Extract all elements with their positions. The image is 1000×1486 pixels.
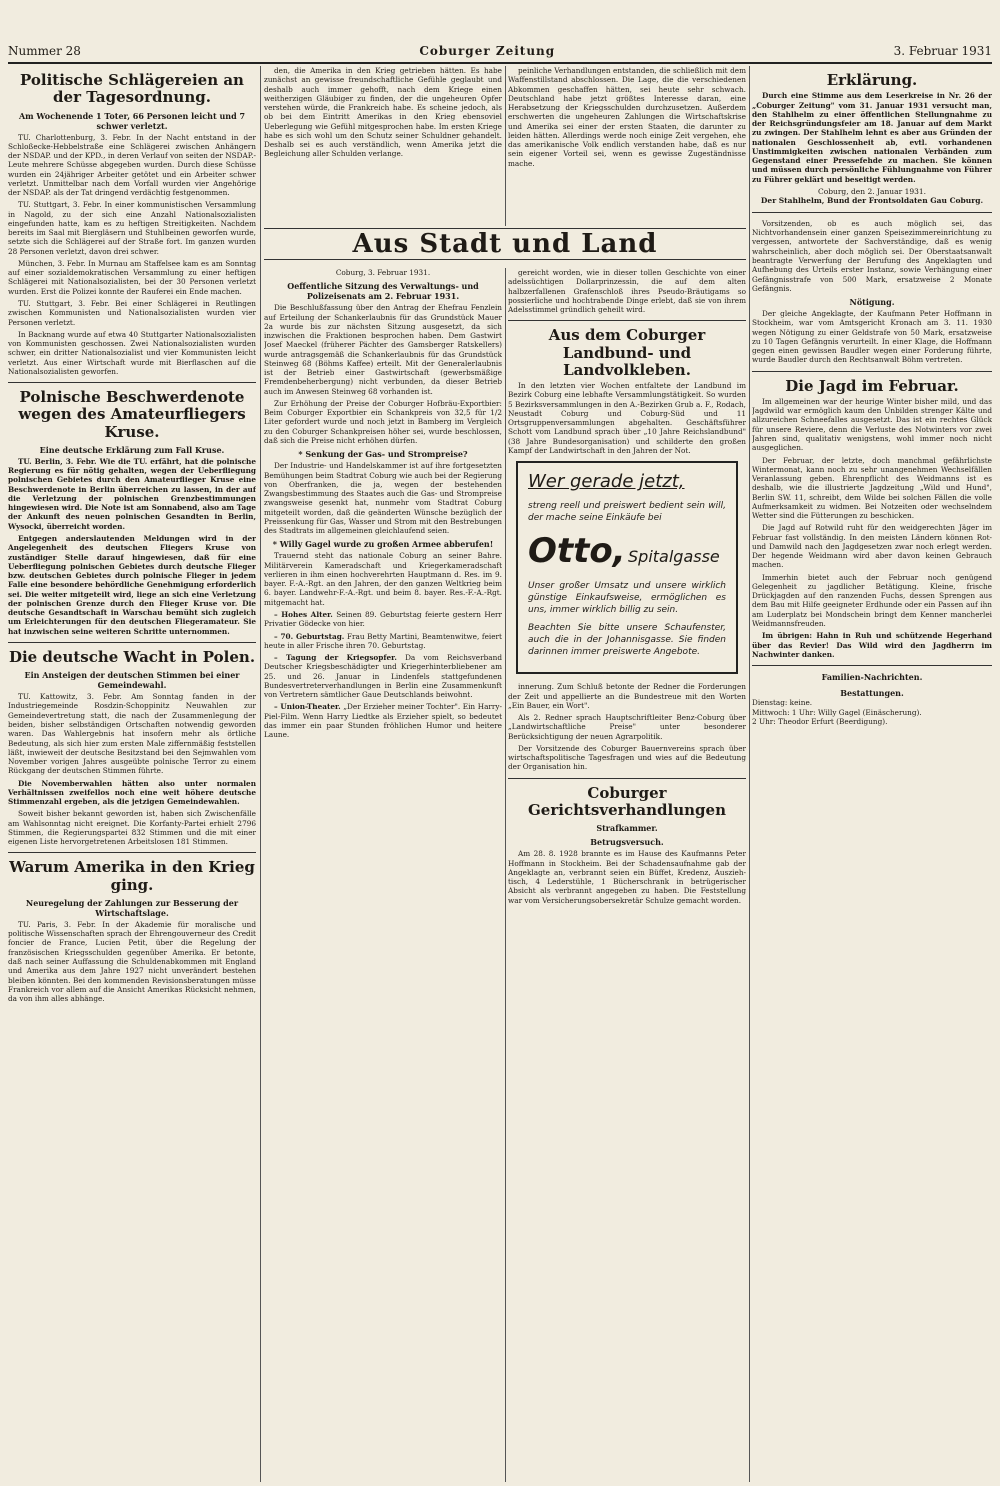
article-headline: Erklärung. [826,71,918,89]
ad-headline: Wer gerade jetzt, [528,471,685,493]
article-paragraph [264,702,502,739]
article-paragraph: Als 2. Redner sprach Hauptschriftleiter Benz-Coburg über „Landwirtschaftliche Preise" unter besonderer Berücksichtigung der neuen Agrarpolitik. [508,713,746,741]
article-paragraph: TU. Stuttgart, 3. Febr. Bei einer Schlägerei in Reutlingen zwischen Kommunisten und Nationalsozialisten wurden vier Personen verletzt. [8,299,256,327]
article-paragraph: Der gleiche Angeklagte, der Kaufmann Peter Hoffmann in Stockheim, war vom Amtsgericht Kronach am 3. 11. 1930 wegen Nötigung zu einer Geldstrafe von 50 Mark, ersatzweise zu 10 Tagen Gefängnis verurteilt. In einer Klage, die Hoffmann gegen einen gewissen Baudler wegen einer Forderung führte, wurde Baudler durch den Rechtsanwalt Böhm vertreten. [752,309,992,365]
article-subheadline: Ein Ansteigen der deutschen Stimmen bei einer Gemeindewahl. [24,670,240,691]
notice-heading: – Hohes Alter. [274,609,333,619]
article-subheadline: * Senkung der Gas- und Strompreise? [298,449,468,460]
article-paragraph: TU. Kattowitz, 3. Febr. Am Sonntag fanden in der Industriegemeinde Rosdzin-Schoppinitz Neuwahlen zur Gemeindevertretung statt, die nach der Zusammenlegung der beiden, bisher selbständigen Ortschaften notwendig geworden waren. Das Wahlergebnis hat insofern mehr als örtliche Bedeutung, als sich hier zum ersten Male ziffernmäßig feststellen läßt, inwieweit der deutsche Besitzstand bei den Sejmwahlen vom November vorigen Jahres ausgeübte polnische Terror zu einem Rückgang der deutschen Stimmen führte. [8,692,256,776]
article-paragraph: TU. Charlottenburg, 3. Febr. In der Nacht entstand in der Schloßecke-Hebbelstraße eine Schlägerei zwischen Anhängern der NSDAP. und der KPD., in deren Verlauf von seiten der NSDAP.-Leute mehrere Schüsse abgegeben wurden. Durch diese Schüsse wurden ein 24jähriger Arbeiter getötet und ein Arbeiter schwer verletzt. Unmittelbar nach dem Vorfall wurden vier Angehörige der NSDAP. als der Tat dringend verdächtig festgenommen. [8,132,256,198]
article-paragraph: Im allgemeinen war der heurige Winter bisher mild, und das Jagdwild war ermöglich kaum den Unbilden strenger Kälte und allzureichen Schneefalles ausgesetzt. Das ist ein rechtes Glück für unsere Reviere, denn die Verluste des Notwinters vor zwei Jahren sind, qualitativ wenigstens, wohl immer noch nicht ausgeglichen. [752,396,992,453]
issue-number: Nummer 28 [8,44,81,58]
article-paragraph: TU. Stuttgart, 3. Febr. In einer kommunistischen Versammlung in Nagold, zu der sich eine Anzahl Nationalsozialisten eingefunden hatte, kam es zu heftigen Streitigkeiten. Nachdem bereits im Saal mit Biergläsern und Stuhlbeinen geworfen wurde, setzte sich die Schlägerei auf der Straße fort. Im ganzen wurden 28 Personen verletzt, davon drei schwer. [8,200,256,256]
funeral-entry: Dienstag: keine. [752,698,813,708]
article-paragraph: Der Vorsitzende des Coburger Bauernvereins sprach über wirtschaftspolitische Tagesfragen und wies auf die Bedeutung der Organisation hin. [508,743,746,772]
divider [508,320,746,321]
article-paragraph: Zur Erhöhung der Preise der Coburger Hofbräu-Exportbier: Beim Coburger Exportbier ein Schankpreis von 32,5 für 1/2 Liter gefordert wurde und noch jetzt in Bamberg im Vergleich zu den Coburger Schankpreisen höher sei, wurde beschlossen, daß sich die Preise nicht erhöhen dürfen. [264,398,502,445]
article-paragraph [264,653,502,699]
funeral-entry: 2 Uhr: Theodor Erfurt (Beerdigung). [752,716,888,726]
notice-text: „Der Erzieher meiner Tochter". Ein Harry-Piel-Film. Wenn Harry Liedtke als Erzieher spielt, so bedeutet das immer ein paar Stunden fröhlichen Humor und heitere Laune. [264,702,502,740]
column-4 [752,66,992,1482]
article-paragraph: Der Industrie- und Handelskammer ist auf ihre fortgesetzten Bemühungen beim Stadtrat Coburg wie auch bei der Regierung von Oberfranken, die ja, wegen der bestehenden Zwangsbestimmung des Staates auch die Gas- und Strompreise zwangsweise gesenkt hat, nunmehr vom Stadtrat Coburg mitgeteilt worden, daß die geänderten Wünsche bezüglich der Preissenkung für Gas, Wasser und Strom mit den Bestrebungen des Stadtrats im allgemeinen gleichlaufend seien. [264,461,502,536]
issue-date: 3. Februar 1931 [893,44,992,58]
article-paragraph: Trauernd steht das nationale Coburg an seiner Bahre. Militärverein Kameradschaft und Kriegerkameradschaft verlieren in ihm einen hochverehrten Hauptmann d. Res. im 9. bayer. F.-A.-Rgt. an den Jahren, der den ganzen Weltkrieg beim 6. bayer. Landwehr-F.-A.-Rgt. und beim 8. bayer. Res.-F.-A.-Rgt. mitgemacht hat. [264,551,502,607]
family-notices-title: Familien-Nachrichten. [821,672,923,683]
article-paragraph: Immerhin bietet auch der Februar noch genügend Gelegenheit zu jagdlicher Betätigung. Kleine, frische Drückjagden auf den ranzenden Fuchs, dessen Sprengen aus dem Bau mit Hilfe geeigneter Erdhunde oder ein Passen auf ihn am Luderplatz bei Mondschein bringt dem Kenner mancherlei Weidmannsfreuden. [752,572,992,629]
signature-date: Coburg, den 2. Januar 1931. [817,186,927,196]
article-paragraph: TU. Paris, 3. Febr. In der Akademie für moralische und politische Wissenschaften sprach der Ehrengouverneur des Credit foncier de France, Lucien Petit, über die Regelung der französischen Kriegsschulden gegenüber Amerika. Er betonte, daß nach seiner Auffassung die Schuldenabkommen mit England und Amerika aus dem Jahre 1927 nicht unverändert bestehen bleiben könnten. Bei den kommenden Revisionsberatungen müsse Frankreich vor allem auf die Ansicht Amerikas Rücksicht nehmen, da von ihm alles abhänge. [8,919,256,1004]
article-paragraph: innerung. Zum Schluß betonte der Redner die Forderungen der Zeit und appellierte an die Bundestreue mit den Worten „Ein Bauer, ein Wort". [508,682,746,710]
article-subheadline: Strafkammer. [596,823,658,834]
page-header [8,40,992,64]
article-paragraph: Im übrigen: Hahn in Ruh und schützende Hegerhand über das Revier! Das Wild wird den Jagdherrn im Nachwinter danken. [752,631,992,659]
article-paragraph [264,610,502,629]
article-paragraph: Die Beschlußfassung über den Antrag der Ehefrau Fenzlein auf Erteilung der Schankerlaubnis für das Grundstück Mauer 2a wurde bis zur nächsten Sitzung ausgesetzt, da sich inzwischen die Fraktionen besprochen haben. Dem Gastwirt Josef Maeckel (früherer Pächter des Gamsberger Ratskellers) wurde antragsgemäß die Schankerlaubnis für das Grundstück Steinweg 68 (Böhms Kaffee) erteilt. Mit der Generalerlaubnis ist der Betrieb einer Gastwirtschaft (gewerbsmäßige Fremdenbeherbergung) nicht verbunden, da dieser Betrieb auch im Anwesen Steinweg 68 vorhanden ist. [264,303,502,396]
article-paragraph [264,632,502,651]
column-rule [505,66,506,226]
notice-heading: – Union-Theater. [274,702,341,712]
article-subheadline: Am Wochenende 1 Toter, 66 Personen leicht und 7 schwer verletzt. [18,110,246,131]
divider [752,665,992,666]
ad-text: Beachten Sie bitte unsere Schaufenster, auch die in der Johannisgasse. Sie finden darinnen immer preiswerte Angebote. [528,622,726,658]
section-banner [264,228,746,260]
funeral-entry: Mittwoch: 1 Uhr: Willy Gagel (Einäscherung). [752,707,922,717]
column-1 [8,66,256,1482]
article-subheadline: Betrugsversuch. [590,837,664,848]
article-headline: Aus dem Coburger Landbund- und Landvolkleben. [548,326,706,379]
notice-text: Seinen 89. Geburtstag feierte gestern Herr Privatier Gödecke von hier. [264,609,502,629]
article-paragraph: Soweit bisher bekannt geworden ist, haben sich Zwischenfälle am Wahlsonntag nicht ereignet. Die Korfanty-Partei erhielt 2796 Stimmen, die Regierungspartei 832 Stimmen und die mit einer eigenen Liste hervorgetretenen Arbeitslosen 181 Stimmen. [8,809,256,847]
divider [752,212,992,213]
article-paragraph: Entgegen anderslautenden Meldungen wird in der Angelegenheit des deutschen Fliegers Kruse von zuständiger Stelle darauf hingewiesen, daß für eine Ueberfliegung polnischen Gebietes durch deutsche Flieger bzw. deutschen Gebietes durch polnische Flieger in jedem Falle eine besondere behördliche Genehmigung erforderlich sei. Die weiter mitgeteilt wird, liege an sich eine Verletzung der polnischen Grenze durch den Flieger Kruse vor. Die deutsche Gesandtschaft in Warschau bemüht sich zugleich um Erleichterungen für den deutschen Fliegeramateur. Sie hat inzwischen seine weiteren Schritte unternommen. [8,534,256,636]
notice-text: Frau Betty Martini, Beamtenwitwe, feiert heute in aller Frische ihren 70. Geburtstag. [264,631,502,650]
article-paragraph: peinliche Verhandlungen entstanden, die schließlich mit dem Waffenstillstand abschlossen. Die Lage, die die verschiedenen Abkommen geschaffen hätten, sei heute sehr schwach. Deutschland habe jetzt größtes Interesse daran, eine Herabsetzung der Kriegsschulden durchzusetzen. Außerdem erschwerten die ungeheuren Zahlungen die Wirtschaftskrise und Amerika sei einer der ersten Staaten, die darunter zu leiden hätten. Allerdings werde noch einige Zeit vergehen, ehe das amerikanische Volk endlich verstanden habe, daß es nur sein eigener Vorteil sei, wenn es gewisse Zugeständnisse mache. [508,66,746,168]
column-rule [260,66,261,1482]
article-headline: Die Jagd im Februar. [785,376,959,395]
article-subheadline: * Willy Gagel wurde zu großen Armee abberufen! [272,539,494,550]
article-paragraph: Die Jagd auf Rotwild ruht für den weidgerechten Jäger im Februar fast vollständig. In den meisten Ländern können Rot- und Damwild nach den Jagdgesetzen zwar noch erlegt werden. Der hegende Weidmann wird aber davon keinen Gebrauch machen. [752,523,992,570]
masthead-title: Coburger Zeitung [419,44,556,58]
article-subheadline: Eine deutsche Erklärung zum Fall Kruse. [39,444,225,455]
article-paragraph: Die Novemberwahlen hätten also unter normalen Verhältnissen zweifellos noch eine weit höhere deutsche Stimmenzahl ergeben, als die jetzigen Gemeindewahlen. [8,778,256,807]
article-headline: Die deutsche Wacht in Polen. [8,647,256,666]
ad-merchant-name: Otto, [528,531,626,572]
article-paragraph: Vorsitzenden, ob es auch möglich sei, das Nichtvorhandensein einer ganzen Speisezimmereinrichtung zu vergessen, antwortete der Sachverständige, daß es wenig wahrscheinlich, aber doch möglich sei. Der Oberstaatsanwalt beantragte Verwerfung der Berufung des Angeklagten und Aufhebung des Urteils erster Instanz, sowie Verhängung einer Gefängnisstrafe von 500 Mark, ersatzweise 2 Monate Gefängnis. [752,218,992,293]
article-paragraph: In den letzten vier Wochen entfaltete der Landbund im Bezirk Coburg eine lebhafte Versammlungstätigkeit. So wurden 5 Bezirksversammlungen in den A.-Bezirken Grub a. F., Rodach, Neustadt Coburg und Coburg-Süd und 11 Ortsgruppenversammlungen abgehalten. Geschäftsführer Schott vom Landbund sprach über „10 Jahre Reichslandbund" (38 Jahre Bundesorganisation) und schilderte den großen Kampf der Landwirtschaft in den Jahren der Not. [508,381,746,455]
ad-merchant [528,530,726,573]
article-subheadline: Oeffentliche Sitzung des Verwaltungs- und Polizeisenats am 2. Februar 1931. [287,281,479,302]
column-3-top [508,66,746,229]
column-rule [749,66,750,1482]
divider [508,778,746,779]
column-rule [505,268,506,1482]
article-paragraph: den, die Amerika in den Krieg getrieben hätten. Es habe zunächst an gewisse freundschaftliche Gefühle geglaubt und deshalb auch immer gehofft, nach dem Kriege einen weitherzigen Gläubiger zu finden, der die ungeheuren Opfer verstehen würde, die Frankreich habe. Es scheine jedoch, als ob bei dem Eintritt Amerikas in den Krieg ebensoviel Ueberlegung wie Gefühl mitgesprochen habe. Im ersten Kriege habe es sich wohl um den Schutz seiner Schuldner gehandelt. Deshalb sei es auch verständlich, wenn Amerika jetzt die Begleichung aller Schulden verlange. [264,66,502,159]
article-headline: Polnische Beschwerdenote wegen des Amateurfliegers Kruse. [18,388,246,441]
notice-text: Da vom Reichsverband Deutscher Kriegsbeschädigter und Kriegerhinterbliebener am 25. und 26. Januar in Lindenfels stattgefundenen Bundesvertreterverhandlungen in Berlin eine Zusammenkunft von Vertretern sämtlicher Gaue Deutschlands beiwohnt. [264,653,502,700]
article-paragraph: Durch eine Stimme aus dem Leserkreise in Nr. 26 der „Coburger Zeitung" vom 31. Januar 1931 versucht man, den Stahlhelm zu einer öffentlichen Stellungnahme zu der Reichsgründungsfeier am 18. Januar auf dem Markt zu zwingen. Der Stahlhelm lehnt es aber aus Gründen der nationalen Geschlossenheit ab, evtl. vorhandenen Unstimmigkeiten zwischen nationalen Verbänden zum Gegenstand einer Pressefehde zu machen. Sie können und müssen durch persönliche Fühlungnahme von Führer zu Führer geklärt und beseitigt werden. [752,91,992,184]
notice-heading: – Tagung der Kriegsopfer. [274,653,397,663]
divider [752,371,992,372]
funerals-title: Bestattungen. [840,688,904,699]
signature-org: Der Stahlhelm, Bund der Frontsoldaten Gau Coburg. [760,196,984,206]
ad-street: Spitalgasse [628,547,720,567]
article-headline: Politische Schlägereien an der Tagesordnung. [20,71,244,107]
advertisement-box [516,461,738,674]
article-paragraph: In Backnang wurde auf etwa 40 Stuttgarter Nationalsozialisten von Kommunisten geschossen. Zwei Nationalsozialisten wurden schwer, ein dritter Nationalsozialist und vier Kommunisten leicht verletzt. Aus einer Wirtschaft wurde mit Bierflaschen auf die Nationalsozialisten geworfen. [8,329,256,376]
article-paragraph: Am 28. 8. 1928 brannte es im Hause des Kaufmanns Peter Hoffmann in Stockheim. Bei der Schadensaufnahme gab der Angeklagte an, verbrannt seien ein Büffet, Kredenz, Ausziehtisch, 4 Lederstühle, 1 Bücherschrank in betrügerischer Absicht als verbrannt angegeben zu haben. Die Feststellung war vom Versicherungsobersekretär Schulze gemacht worden. [508,849,746,905]
column-3 [508,268,746,1482]
divider [8,642,256,643]
divider [8,382,256,383]
section-title: Aus Stadt und Land [352,229,658,259]
divider [8,852,256,853]
article-subheadline: Nötigung. [849,297,895,308]
ad-text: Unser großer Umsatz und unsere wirklich günstige Einkaufsweise, ermöglichen es uns, immer wirklich billig zu sein. [528,580,726,615]
article-headline: Warum Amerika in den Krieg ging. [9,858,255,894]
article-headline: Coburger Gerichtsverhandlungen [528,783,726,819]
dateline: Coburg, 3. Februar 1931. [335,268,431,277]
column-2 [264,268,502,1482]
article-paragraph: TU. Berlin, 3. Febr. Wie die TU. erfährt, hat die polnische Regierung es für nötig gehalten, wegen der Ueberfliegung polnischen Gebietes durch den Amateurflieger Kruse eine Beschwerdenote in Berlin überreichen zu lassen, in der auf die Verletzung der polnischen Grenzbestimmungen hingewiesen wird. Die Note ist am Sonnabend, also am Tage der Ankunft des neuen polnischen Gesandten in Berlin, Wysocki, überreicht worden. [8,456,256,531]
ad-text: streng reell und preiswert bedient sein will, der mache seine Einkäufe bei [528,501,726,524]
article-paragraph: gereicht worden, wie in dieser tollen Geschichte von einer adelssüchtigen Dollarprinzessin, die auf dem alten halbzerfallenen Grafenschloß ihres Pseudo-Bräutigams so possierliche und hochtrabende Dinge erlebt, daß sie von ihrem Adelsstimmel gründlich geheilt wird. [508,268,746,315]
article-subheadline: Neuregelung der Zahlungen zur Besserung der Wirtschaftslage. [25,897,239,918]
notice-heading: – 70. Geburtstag. [274,631,345,641]
column-2-top [264,66,502,229]
article-paragraph: München, 3. Febr. In Murnau am Staffelsee kam es am Sonntag auf einer sozialdemokratischen Versammlung zu einer heftigen Schlägerei mit Nationalsozialisten, bei der 30 Personen verletzt wurden. Erst die Polizei konnte der Rauferei ein Ende machen. [8,258,256,296]
article-paragraph: Der Februar, der letzte, doch manchmal gefährlichste Wintermonat, kann noch zu sehr unangenehmen Wechselfällen Veranlassung geben. Ehrenpflicht des Weidmanns ist es deshalb, wie die illustrierte Jagdzeitung „Wild und Hund", Berlin SW. 11, schreibt, dem Wilde bei solchen Fällen die volle Aufmerksamkeit zu widmen. Bei Notzeiten oder wechselndem Wetter sind die Fütterungen zu beschicken. [752,455,992,521]
